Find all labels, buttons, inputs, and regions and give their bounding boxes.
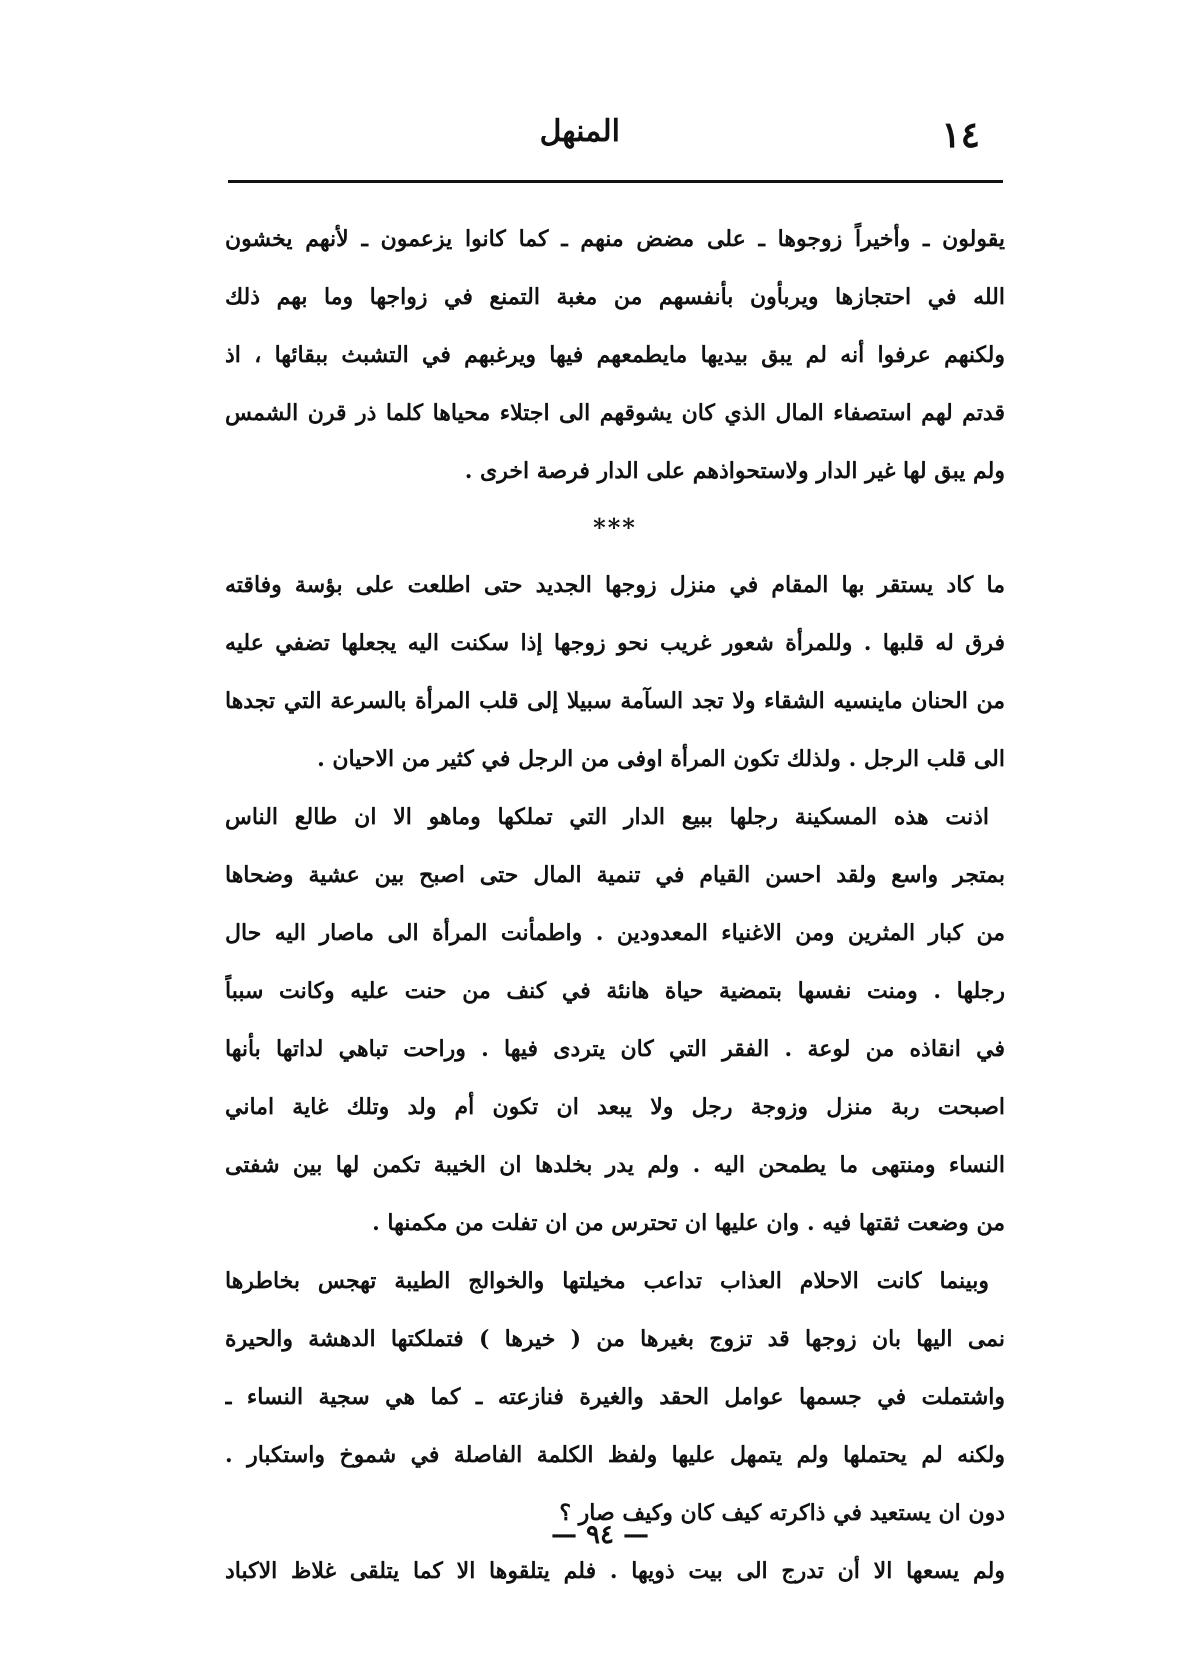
journal-name: المنهل [539, 114, 620, 149]
text-line: اذنت هذه المسكينة رجلها ببيع الدار التي تملكها وماهو الا ان طالع الناس [225, 804, 989, 830]
text-line: ولكنه لم يحتملها ولم يتمهل عليها ولفظ الكلمة الفاصلة في شموخ واستكبار . [225, 1442, 1005, 1468]
text-line: ولم يبق لها غير الدار ولاستحواذهم على الدار فرصة اخرى . [464, 458, 1005, 484]
text-line: الى قلب الرجل . ولذلك تكون المرأة اوفى من الرجل في كثير من الاحيان . [317, 746, 1005, 772]
paragraph-1 [225, 210, 1005, 500]
text-line: واشتملت في جسمها عوامل الحقد والغيرة فنازعته ـ كما هي سجية النساء ـ [225, 1384, 1005, 1410]
text-line: ولم يسعها الا أن تدرج الى بيت ذويها . فلم يتلقوها الا كما يتلقى غلاظ الاكباد [225, 1558, 1005, 1584]
page-header [230, 108, 1000, 168]
footer-page-number: — ٩٤ — [550, 1520, 650, 1550]
text-line: دون ان يستعيد في ذاكرته كيف كان وكيف صار ؟ [559, 1500, 1005, 1526]
text-line: رجلها . ومنت نفسها بتمضية حياة هانئة في كنف من حنت عليه وكانت سبباً [225, 978, 1005, 1004]
text-line: اصبحت ربة منزل وزوجة رجل ولا يبعد ان تكون أم ولد وتلك غاية اماني [225, 1094, 1005, 1120]
text-line: ولكنهم عرفوا أنه لم يبق بيديها مايطمعهم فيها ويرغبهم في التشبث ببقائها ، اذ [225, 342, 1005, 368]
text-line: من الحنان ماينسيه الشقاء ولا تجد السآمة سبيلا إلى قلب المرأة بالسرعة التي تجدها [225, 688, 1005, 714]
paragraph-3 [225, 788, 1005, 1252]
text-line: بمتجر واسع ولقد احسن القيام في تنمية المال حتى اصبح بين عشية وضحاها [225, 862, 1005, 888]
text-line: فرق له قلبها . وللمرأة شعور غريب نحو زوجها إذا سكنت اليه يجعلها تضفي عليه [225, 630, 1005, 656]
text-line: في انقاذه من لوعة . الفقر التي كان يتردى فيها . وراحت تباهي لداتها بأنها [225, 1036, 1005, 1062]
section-separator: *** [593, 513, 637, 542]
text-line: الله في احتجازها ويربأون بأنفسهم من مغبة التمنع في زواجها وما بهم ذلك [225, 284, 1005, 310]
paragraph-4 [225, 1252, 1005, 1542]
text-line: يقولون ـ وأخيراً زوجوها ـ على مضض منهم ـ كما كانوا يزعمون ـ لأنهم يخشون [225, 226, 1005, 252]
text-line: قدتم لهم استصفاء المال الذي كان يشوقهم الى اجتلاء محياها كلما ذر قرن الشمس [225, 400, 1005, 426]
paragraph-2 [225, 556, 1005, 788]
article-body [225, 210, 1005, 1600]
text-line: من وضعت ثقتها فيه . وان عليها ان تحترس من ان تفلت من مكمنها . [372, 1210, 1005, 1236]
text-line: النساء ومنتهى ما يطمحن اليه . ولم يدر بخلدها ان الخيبة تكمن لها بين شفتى [225, 1152, 1005, 1178]
header-rule [228, 180, 1003, 183]
paragraph-5 [225, 1542, 1005, 1600]
text-line: وبينما كانت الاحلام العذاب تداعب مخيلتها والخوالج الطيبة تهجس بخاطرها [225, 1268, 989, 1294]
text-line: نمى اليها بان زوجها قد تزوج بغيرها من ( خيرها ) فتملكتها الدهشة والحيرة [225, 1326, 1005, 1352]
text-line: ما كاد يستقر بها المقام في منزل زوجها الجديد حتى اطلعت على بؤسة وفاقته [225, 572, 1005, 598]
header-page-number: ١٤ [941, 114, 980, 156]
text-line: من كبار المثرين ومن الاغنياء المعدودين . واطمأنت المرأة الى ماصار اليه حال [225, 920, 1005, 946]
